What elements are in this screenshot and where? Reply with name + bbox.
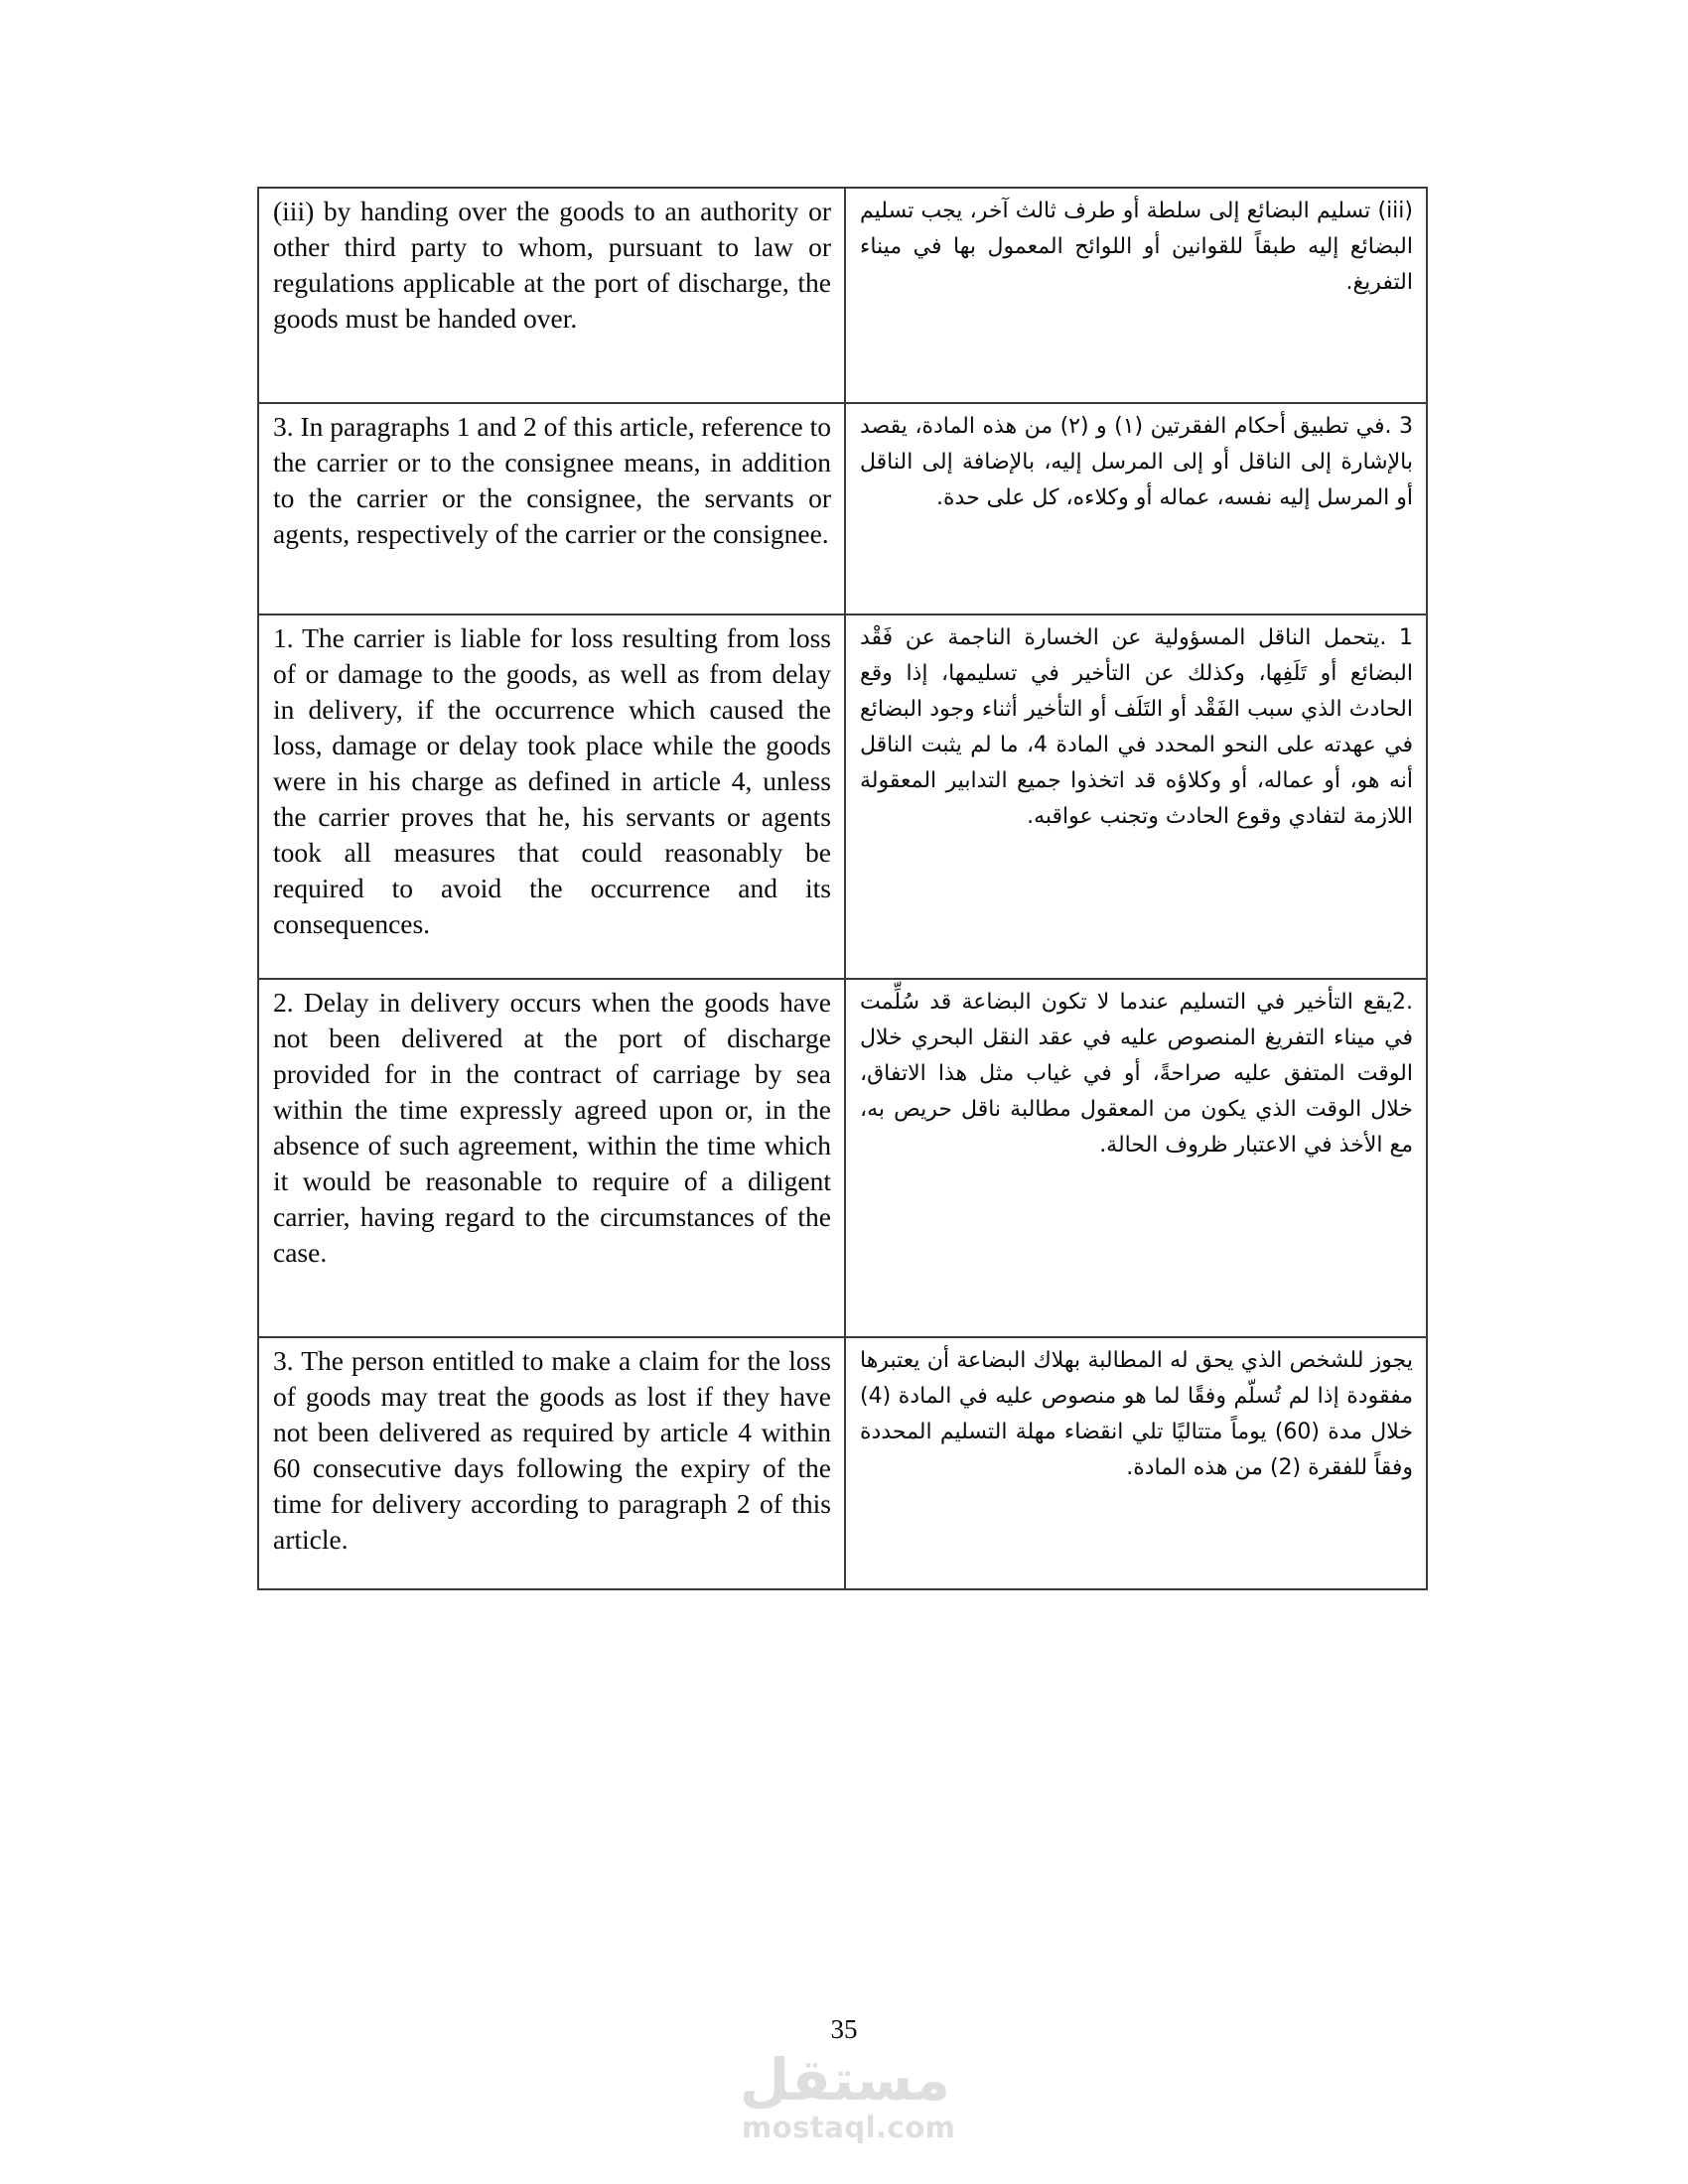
arabic-cell: 1 .يتحمل الناقل المسؤولية عن الخسارة الناجمة عن فَقْد البضائع أو تَلَفِها، وكذلك عن التأخير في تسليمها، إذا وقع الحادث الذي سبب الفَقْد أو التَلَف أو التأخير أثناء وجود البضائع في عهدته على النحو المحدد في المادة 4، ما لم يثبت الناقل أنه هو، أو عماله، أو وكلاؤه قد اتخذوا جميع التدابير المعقولة اللازمة لتفادي وقوع الحادث وتجنب عواقبه. xyxy=(845,614,1427,979)
watermark-arabic-text: مستقل xyxy=(739,2046,950,2114)
arabic-cell: .2يقع التأخير في التسليم عندما لا تكون البضاعة قد سُلِّمت في ميناء التفريغ المنصوص عليه في عقد النقل البحري خلال الوقت المتفق عليه صراحةً، أو في غياب مثل هذا الاتفاق، خلال الوقت الذي يكون من المعقول مطالبة ناقل حريص به، مع الأخذ في الاعتبار ظروف الحالة. xyxy=(845,979,1427,1337)
english-cell: 1. The carrier is liable for loss resulting from loss of or damage to the goods, as well as from delay in delivery, if the occurrence which caused the loss, damage or delay took place while the goods were in his charge as defined in article 4, unless the carrier proves that he, his servants or agents took all measures that could reasonably be required to avoid the occurrence and its consequences. xyxy=(258,614,845,979)
english-cell: 3. In paragraphs 1 and 2 of this article, reference to the carrier or to the consignee means, in addition to the carrier or the consignee, the servants or agents, respectively of the carrier or the consignee. xyxy=(258,403,845,614)
table-row xyxy=(258,614,1427,979)
table-row xyxy=(258,403,1427,614)
page-number: 35 xyxy=(830,2014,858,2044)
arabic-cell: (iii) تسليم البضائع إلى سلطة أو طرف ثالث آخر، يجب تسليم البضائع إليه طبقاً للقوانين أو اللوائح المعمول بها في ميناء التفريغ. xyxy=(845,188,1427,403)
english-cell: 2. Delay in delivery occurs when the goods have not been delivered at the port of discharge provided for in the contract of carriage by sea within the time expressly agreed upon or, in the absence of such agreement, within the time which it would be reasonable to require of a diligent carrier, having regard to the circumstances of the case. xyxy=(258,979,845,1337)
bilingual-translation-table xyxy=(257,187,1428,1590)
table-row xyxy=(258,188,1427,403)
table-row xyxy=(258,1337,1427,1589)
english-cell: (iii) by handing over the goods to an authority or other third party to whom, pursuant to law or regulations applicable at the port of discharge, the goods must be handed over. xyxy=(258,188,845,403)
watermark-logo xyxy=(739,2046,956,2144)
table-row xyxy=(258,979,1427,1337)
arabic-cell: 3 .في تطبيق أحكام الفقرتين (١) و (٢) من هذه المادة، يقصد بالإشارة إلى الناقل أو إلى المرسل إليه، بالإضافة إلى الناقل أو المرسل إليه نفسه، عماله أو وكلاءه، كل على حدة. xyxy=(845,403,1427,614)
arabic-cell: يجوز للشخص الذي يحق له المطالبة بهلاك البضاعة أن يعتبرها مفقودة إذا لم تُسلّم وفقًا لما هو منصوص عليه في المادة (4) خلال مدة (60) يوماً متتاليًا تلي انقضاء مهلة التسليم المحددة وفقاً للفقرة (2) من هذه المادة. xyxy=(845,1337,1427,1589)
english-cell: 3. The person entitled to make a claim for the loss of goods may treat the goods as lost if they have not been delivered as required by article 4 within 60 consecutive days following the expiry of the time for delivery according to paragraph 2 of this article. xyxy=(258,1337,845,1589)
watermark-latin-text: mostaql.com xyxy=(742,2111,956,2144)
